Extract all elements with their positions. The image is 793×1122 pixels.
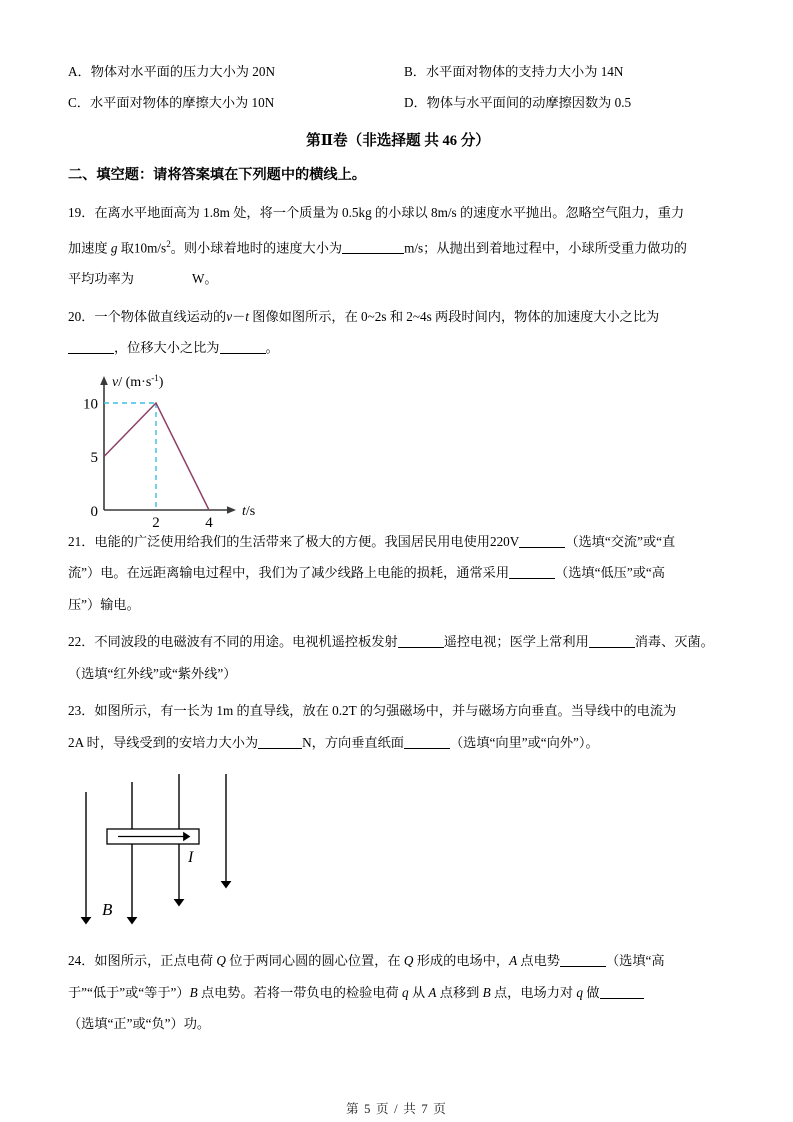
q24-text-2f: 做	[583, 984, 600, 1000]
question-21	[68, 526, 728, 621]
q20-symbol-v: v	[226, 308, 233, 324]
q23-line-1	[68, 695, 728, 727]
q23-answer-blank-1[interactable]	[258, 734, 302, 749]
q21-text-1a: 电能的广泛使用给我们的生活带来了极大的方便。我国居民用电使用220V	[94, 533, 520, 549]
q24-symbol-A2: A	[428, 984, 437, 1000]
q24-answer-blank-1[interactable]	[560, 952, 606, 967]
q22-answer-blank-1[interactable]	[398, 633, 444, 648]
q20-dash: －	[232, 308, 246, 324]
section-title: 第Ⅱ卷（非选择题 共 46 分）	[306, 133, 490, 149]
q22-answer-blank-2[interactable]	[589, 633, 635, 648]
q22-text-2: （选填“红外线”或“紫外线”）	[68, 665, 237, 681]
q20-symbol-t: t	[245, 308, 249, 324]
q23-text-2c: （选填“向里”或“向外”）。	[449, 734, 599, 750]
q19-line-3	[68, 263, 728, 295]
choice-option-a: A．物体对水平面的压力大小为 20N	[68, 64, 275, 79]
q19-text-3b: W。	[191, 271, 218, 287]
q20-text-2b: 。	[265, 340, 279, 356]
q19-line-2	[68, 229, 728, 264]
x-axis-title: t/s	[242, 503, 256, 519]
q23-number: 23．	[68, 703, 95, 719]
q24-text-2a: 于”“低于”或“等于”）	[68, 984, 190, 1000]
vt-graph-figure	[76, 370, 316, 531]
q24-symbol-q: q	[402, 984, 409, 1000]
q21-line-1	[68, 526, 728, 558]
x-axis-arrowhead	[227, 506, 236, 514]
vt-graph-svg	[76, 370, 316, 531]
q24-number: 24．	[68, 953, 95, 969]
q24-text-1e: （选填“高	[605, 953, 665, 969]
choice-option-c: C．水平面对物体的摩擦大小为 10N	[68, 95, 275, 110]
q21-number: 21．	[68, 533, 95, 549]
q19-line-1	[68, 197, 728, 229]
q23-text-2b: N，方向垂直纸面	[302, 734, 404, 750]
q23-line-2	[68, 727, 728, 759]
q20-answer-blank-2[interactable]	[220, 339, 266, 354]
q20-number: 20．	[68, 308, 95, 324]
q19-number: 19．	[68, 205, 95, 220]
q22-number: 22．	[68, 634, 95, 650]
q24-text-1a: 如图所示，正点电荷	[94, 953, 217, 969]
q24-text-1d: 点电势	[517, 953, 560, 969]
q23-answer-blank-2[interactable]	[404, 734, 450, 749]
choice-option-b: B．水平面对物体的支持力大小为 14N	[404, 64, 624, 79]
page-footer	[0, 1098, 793, 1117]
q19-text-2d: m/s；从抛出到着地过程中，小球所受重力做功的	[404, 239, 687, 255]
q24-symbol-A: A	[509, 953, 518, 969]
y-axis-title: v/ $(m\cdot s^{-1})$	[112, 372, 164, 390]
q22-text-1b: 遥控电视；医学上常利用	[443, 634, 589, 650]
magnetic-field-figure	[74, 774, 374, 939]
question-23	[68, 695, 728, 758]
q22-line-2	[68, 658, 728, 690]
q24-symbol-B2: B	[482, 984, 491, 1000]
q22-text-1c: 消毒、灭菌。	[634, 634, 714, 650]
q24-line-2	[68, 977, 728, 1009]
q24-text-2e: 点，电场力对	[490, 984, 577, 1000]
current-label: I	[188, 849, 194, 867]
q21-line-2	[68, 557, 728, 589]
y-tick-label-0: 0	[90, 503, 98, 520]
x-tick-label-2: 2	[152, 514, 160, 531]
q21-text-1b: （选填“交流”或“直	[565, 533, 676, 549]
page-content	[68, 56, 728, 1040]
q24-answer-blank-2[interactable]	[600, 984, 644, 999]
q19-exponent: 2	[166, 238, 171, 249]
question-24	[68, 945, 728, 1040]
footer-page-number: 5	[364, 1102, 372, 1116]
q24-text-1c: 形成的电场中，	[413, 953, 510, 969]
q22-line-1	[68, 626, 728, 658]
q21-answer-blank-1[interactable]	[519, 533, 565, 548]
q21-text-2a: 流”）电。在远距离输电过程中，我们为了减少线路上电能的损耗，通常采用	[68, 565, 510, 581]
q24-symbol-Q: Q	[216, 953, 226, 969]
section-subtitle: 二、填空题：请将答案填在下列题中的横线上。	[68, 167, 366, 183]
q24-symbol-q2: q	[576, 984, 584, 1000]
q24-text-1b: 位于两同心圆的圆心位置，在	[225, 953, 404, 969]
q20-text-2a: ，位移大小之比为	[114, 340, 220, 356]
q19-text-1: 在离水平地面高为 1.8m 处，将一个质量为 0.5kg 的小球以 8m/s 的速度水平抛出。忽略空气阻力，重力	[94, 205, 685, 220]
q24-symbol-B: B	[189, 984, 198, 1000]
q20-line-2	[68, 332, 728, 364]
q20-line-1	[68, 301, 728, 333]
q24-text-3: （选填“正”或“负”）功。	[68, 1016, 211, 1032]
q24-text-2b: 点电势。若将一带负电的检验电荷	[197, 984, 403, 1000]
q19-answer-blank-1[interactable]	[342, 239, 404, 254]
q20-answer-blank-1[interactable]	[68, 339, 114, 354]
footer-mid: 页 / 共	[376, 1102, 417, 1116]
x-tick-label-4: 4	[205, 514, 213, 531]
q22-text-1a: 不同波段的电磁波有不同的用途。电视机遥控板发射	[94, 634, 398, 650]
q21-text-3: 压”）输电。	[68, 596, 140, 612]
q24-symbol-Q2: Q	[403, 953, 414, 969]
magnetic-field-svg	[74, 774, 374, 939]
q24-text-2d: 点移到	[436, 984, 483, 1000]
q19-text-3a: 平均功率为	[68, 271, 134, 287]
q19-symbol-g: g	[110, 239, 118, 255]
q23-text-1: 如图所示，有一长为 1m 的直导线，放在 0.2T 的匀强磁场中，并与磁场方向垂直。当导线中的电流为	[94, 703, 677, 719]
y-axis-arrowhead	[100, 376, 108, 385]
q21-text-2b: （选填“低压”或“高	[555, 565, 665, 581]
q24-line-1	[68, 945, 728, 977]
q20-text-1a: 一个物体做直线运动的	[94, 308, 227, 324]
question-19	[68, 197, 728, 295]
choice-option-d: D．物体与水平面间的动摩擦因数为 0.5	[404, 95, 632, 110]
field-label: B	[102, 900, 113, 920]
q19-text-2c: 。则小球着地时的速度大小为	[170, 239, 343, 255]
choice-row	[68, 87, 728, 118]
q20-text-1b: 图像如图所示，在 0~2s 和 2~4s 两段时间内，物体的加速度大小之比为	[248, 308, 660, 324]
y-tick-label-10: 10	[83, 396, 98, 413]
footer-suffix: 页	[433, 1102, 447, 1116]
q21-answer-blank-2[interactable]	[509, 564, 555, 579]
q19-answer-blank-2[interactable]	[134, 269, 192, 283]
question-20	[68, 301, 728, 364]
q19-text-2b: 取10m/s	[117, 239, 167, 255]
q21-line-3	[68, 589, 728, 621]
y-tick-label-5: 5	[90, 449, 98, 466]
q19-text-2a: 加速度	[68, 239, 111, 255]
q23-text-2a: 2A 时，导线受到的安培力大小为	[68, 734, 259, 750]
question-22	[68, 626, 728, 689]
footer-prefix: 第	[345, 1102, 360, 1116]
choice-row	[68, 56, 728, 87]
q24-line-3	[68, 1008, 728, 1040]
q24-text-2c: 从	[408, 984, 429, 1000]
footer-total-pages: 7	[421, 1102, 429, 1116]
